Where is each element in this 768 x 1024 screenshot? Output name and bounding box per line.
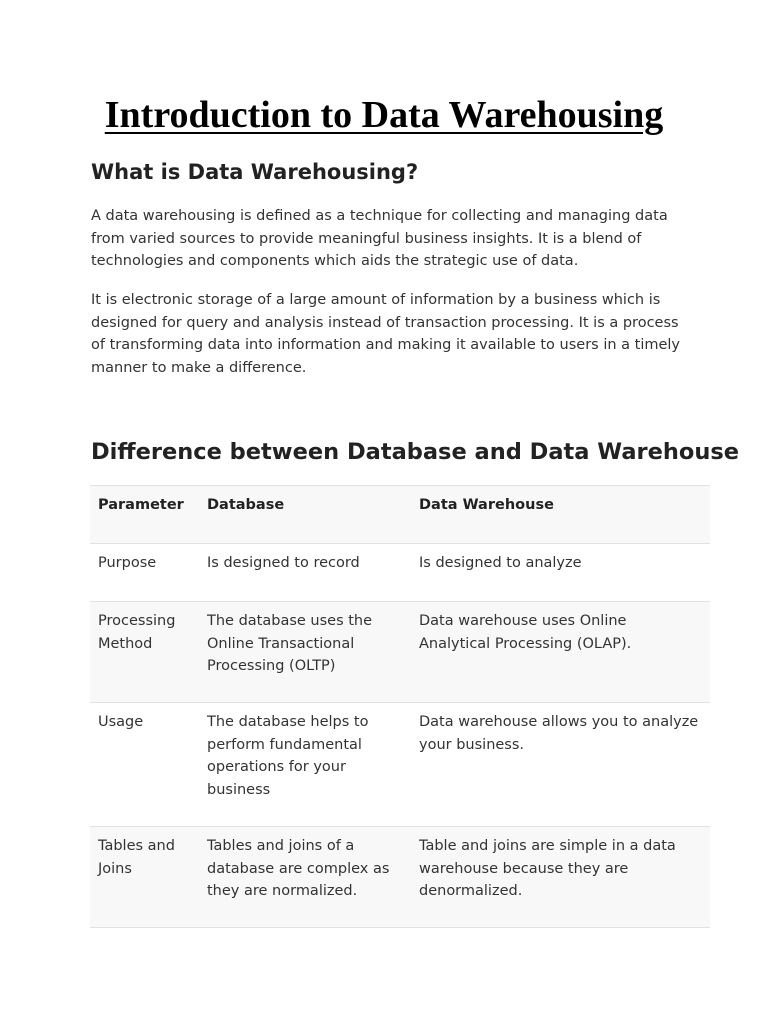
section-heading-what-is-data-warehousing: What is Data Warehousing? [91, 160, 419, 184]
paragraph-electronic-storage: It is electronic storage of a large amount of information by a business which is designed for query and analysis instead of transaction processing. It is a process of transforming data into information and making it available to users in a timely manner to make a difference. [91, 292, 681, 376]
table-header-row [90, 486, 710, 544]
section-heading-database-vs-warehouse: Difference between Database and Data Warehouse [91, 439, 740, 465]
table-cell-parameter: Processing Method [98, 613, 176, 652]
table-row [90, 827, 710, 928]
table-row [90, 544, 710, 602]
table-row [90, 703, 710, 827]
table-cell-parameter: Tables and Joins [98, 838, 175, 877]
table-cell-parameter: Usage [98, 714, 144, 730]
table-cell-database: Tables and joins of a database are complex as they are normalized. [207, 838, 390, 899]
comparison-table-container [90, 485, 710, 928]
table-row [90, 602, 710, 703]
table-cell-database: Is designed to record [207, 555, 360, 571]
paragraph-definition: A data warehousing is defined as a technique for collecting and managing data from varied sources to provide meaningful business insights. It is a blend of technologies and components which aids the strategic use of data. [91, 208, 668, 269]
column-header-data-warehouse: Data Warehouse [419, 497, 554, 513]
table-cell-database: The database helps to perform fundamental operations for your business [207, 714, 369, 798]
table-cell-data-warehouse: Table and joins are simple in a data warehouse because they are denormalized. [419, 838, 676, 899]
table-cell-database: The database uses the Online Transactional Processing (OLTP) [207, 613, 373, 674]
comparison-table [90, 485, 710, 928]
table-cell-data-warehouse: Is designed to analyze [419, 555, 582, 571]
table-cell-parameter: Purpose [98, 555, 157, 571]
table-cell-data-warehouse: Data warehouse allows you to analyze your business. [419, 714, 699, 753]
table-cell-data-warehouse: Data warehouse uses Online Analytical Processing (OLAP). [419, 613, 632, 652]
column-header-parameter: Parameter [98, 497, 184, 513]
column-header-database: Database [207, 497, 285, 513]
page-title: Introduction to Data Warehousing [104, 94, 664, 136]
